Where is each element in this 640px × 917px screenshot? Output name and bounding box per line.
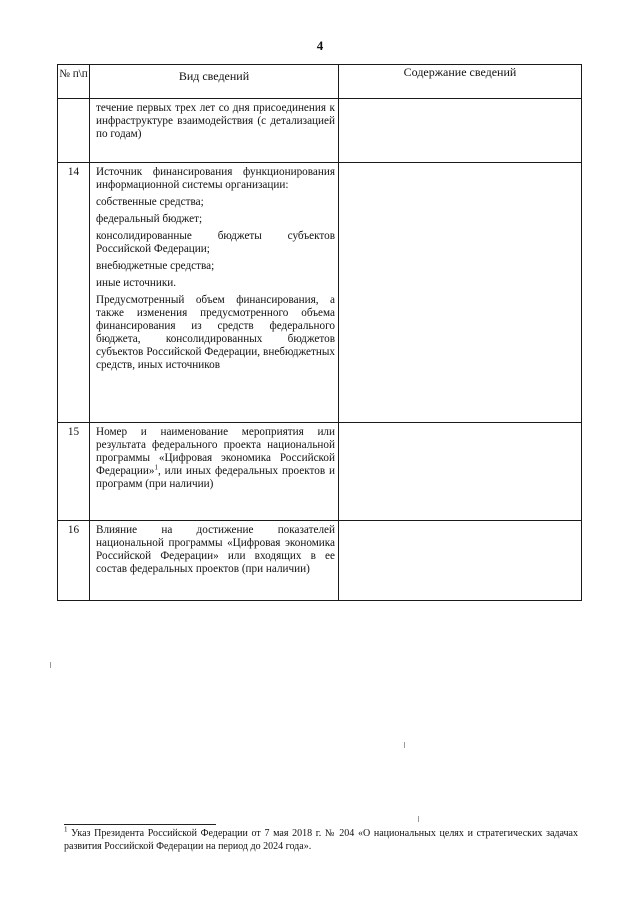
- table-row: [58, 99, 582, 163]
- header-kind: Вид сведений: [90, 65, 339, 99]
- footnote-reference: 1: [154, 463, 158, 472]
- row-kind-paragraph: консолидированные бюджеты субъектов Российской Федерации;: [96, 230, 335, 255]
- row-kind-paragraph: Влияние на достижение показателей национальной программы «Цифровая экономика Российской Федерации» или входящих в ее состав федеральных проектов (при наличии): [96, 524, 335, 575]
- header-content: Содержание сведений: [339, 65, 582, 99]
- footnote-text: Указ Президента Российской Федерации от 7 мая 2018 г. № 204 «О национальных целях и стратегических задачах развития Российской Федерации на период до 2024 года».: [64, 828, 578, 852]
- row-content: [339, 521, 582, 601]
- table-header-row: [58, 65, 582, 99]
- info-table: [57, 64, 582, 601]
- row-kind: [90, 423, 339, 521]
- row-kind: [90, 521, 339, 601]
- table-row: [58, 521, 582, 601]
- row-kind-paragraph: Источник финансирования функционирования информационной системы организации:: [96, 166, 335, 191]
- page-number: 4: [316, 38, 324, 53]
- scan-artifact: [418, 816, 419, 822]
- row-number: 15: [58, 423, 90, 521]
- row-kind-paragraph: Предусмотренный объем финансирования, а также изменения предусмотренного объема финансирования из средств федерального бюджета, консолидированных бюджетов субъектов Российской Федерации, внебюджетных средств, иных источников: [96, 294, 335, 371]
- table-row: [58, 423, 582, 521]
- row-kind: [90, 163, 339, 423]
- row-kind-paragraph: внебюджетные средства;: [96, 260, 215, 272]
- row-content: [339, 423, 582, 521]
- row-number: 16: [58, 521, 90, 601]
- scan-artifact: [404, 742, 405, 748]
- footnote-separator: [64, 824, 216, 825]
- footnote: [64, 825, 578, 853]
- scan-artifact: [50, 662, 51, 668]
- row-kind-text: Номер и наименование мероприятия или результата федерального проекта национальной программы «Цифровая экономика Российской Федерации»: [96, 426, 335, 477]
- row-kind-paragraph: иные источники.: [96, 277, 177, 289]
- header-num: № п\п: [58, 65, 90, 99]
- row-content: [339, 163, 582, 423]
- row-kind-text: , или иных федеральных проектов и программ (при наличии): [96, 465, 335, 490]
- row-content: [339, 99, 582, 163]
- row-kind-paragraph: собственные средства;: [96, 196, 204, 208]
- footnote-marker: 1: [64, 825, 68, 834]
- row-kind-paragraph: течение первых трех лет со дня присоединения к инфраструктуре взаимодействия (с детализацией по годам): [96, 102, 335, 140]
- table-row: [58, 163, 582, 423]
- row-kind-paragraph: [96, 426, 335, 491]
- row-number: [58, 99, 90, 163]
- row-kind-paragraph: федеральный бюджет;: [96, 213, 203, 225]
- row-number: 14: [58, 163, 90, 423]
- row-kind: [90, 99, 339, 163]
